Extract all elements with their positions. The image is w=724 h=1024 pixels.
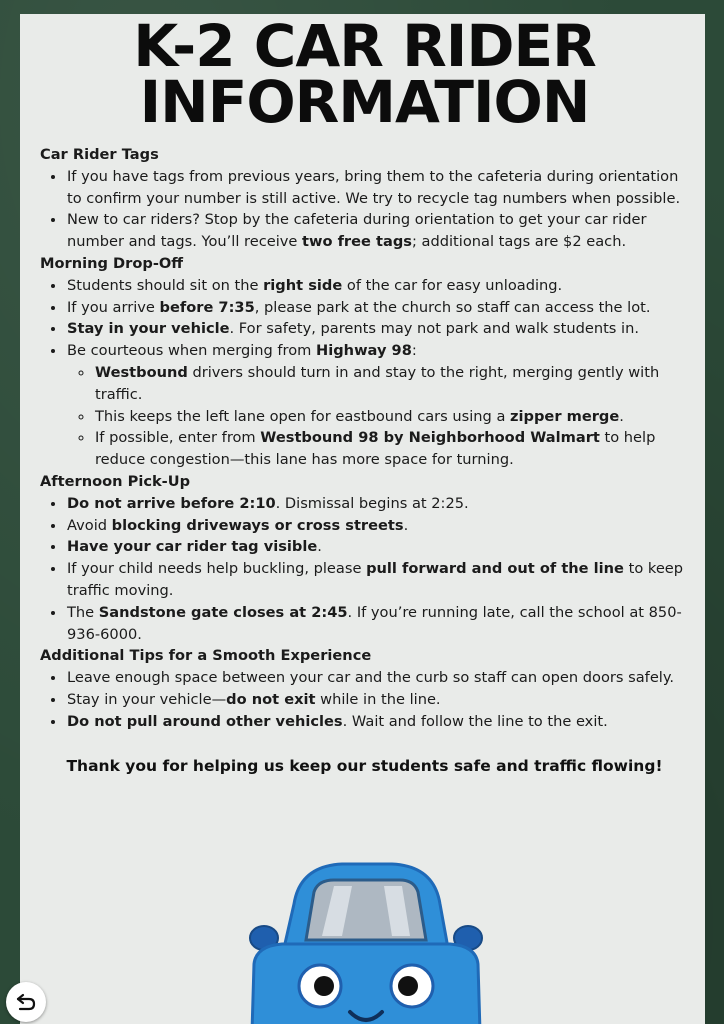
sub-list-item xyxy=(94,406,689,428)
section-heading: Additional Tips for a Smooth Experience xyxy=(40,647,372,665)
bold-text: Do not pull around other vehicles xyxy=(67,712,343,730)
text-fragment: drivers should turn in and stay to the right, merging gently with traffic. xyxy=(95,363,660,403)
text-fragment: Avoid xyxy=(67,516,112,534)
bullet-list xyxy=(40,166,689,253)
text-fragment: : xyxy=(411,342,417,360)
text-fragment: Stay in your vehicle— xyxy=(67,690,227,708)
page-title xyxy=(40,14,689,136)
bold-text: Do not arrive before 2:10 xyxy=(67,494,276,512)
bold-text: Have your car rider tag visible xyxy=(67,538,318,556)
text-fragment: while in the line. xyxy=(315,690,441,708)
sub-list-item xyxy=(94,427,689,471)
list-item xyxy=(66,711,689,733)
list-item xyxy=(66,166,689,210)
car-illustration-icon xyxy=(242,852,490,1024)
title-line-1: K-2 CAR RIDER xyxy=(133,14,596,80)
text-fragment: If you have tags from previous years, bring them to the cafeteria during orientation to confirm your number is still active. We try to recycle tag numbers when possible. xyxy=(67,167,681,207)
text-fragment: . Dismissal begins at 2:25. xyxy=(275,494,469,512)
sub-list-item xyxy=(94,362,689,406)
text-fragment: ; additional tags are $2 each. xyxy=(411,233,627,251)
bold-text: Highway 98 xyxy=(316,342,412,360)
text-fragment: If you arrive xyxy=(67,298,160,316)
bullet-list xyxy=(40,667,689,732)
list-item xyxy=(66,275,689,297)
section-heading: Afternoon Pick-Up xyxy=(40,472,191,490)
text-fragment: New to car riders? Stop by the cafeteria during orientation to get your car rider number and tags. You’ll receive xyxy=(67,211,647,251)
text-fragment: . xyxy=(619,407,624,425)
list-item xyxy=(66,493,689,515)
text-fragment: Students should sit on the xyxy=(67,276,264,294)
text-fragment: This keeps the left lane open for eastbound cars using a xyxy=(95,407,511,425)
bold-text: two free tags xyxy=(302,233,412,251)
bold-text: blocking driveways or cross streets xyxy=(111,516,404,534)
list-item xyxy=(66,602,689,646)
content-body xyxy=(40,144,689,733)
bullet-list xyxy=(40,275,689,471)
bold-text: Westbound xyxy=(95,363,188,381)
list-item xyxy=(66,536,689,558)
bold-text: Stay in your vehicle xyxy=(67,320,230,338)
section-heading: Car Rider Tags xyxy=(40,146,159,163)
list-item xyxy=(66,515,689,537)
text-fragment: . Wait and follow the line to the exit. xyxy=(342,712,608,730)
list-item xyxy=(66,318,689,340)
text-fragment: If your child needs help buckling, please xyxy=(67,560,367,578)
text-fragment: . For safety, parents may not park and walk students in. xyxy=(229,320,639,338)
bold-text: right side xyxy=(263,276,343,294)
list-item xyxy=(66,209,689,253)
text-fragment: . xyxy=(317,538,322,556)
text-fragment: to keep traffic moving. xyxy=(67,560,684,599)
thank-you-message: Thank you for helping us keep our students safe and traffic flowing! xyxy=(66,756,663,775)
title-line-2: INFORMATION xyxy=(139,68,590,136)
text-fragment: The xyxy=(67,603,99,621)
text-fragment: . xyxy=(403,516,409,534)
text-fragment: Leave enough space between your car and the curb so staff can open doors safely. xyxy=(67,669,675,687)
list-item xyxy=(66,689,689,711)
sub-bullet-list xyxy=(67,362,689,471)
list-item xyxy=(66,297,689,319)
bullet-list xyxy=(40,493,689,646)
info-sheet xyxy=(20,14,705,1024)
bold-text: zipper merge xyxy=(510,407,620,425)
bold-text: do not exit xyxy=(226,690,316,708)
bold-text: Sandstone gate closes at 2:45 xyxy=(98,603,348,621)
bold-text: Westbound 98 by Neighborhood Walmart xyxy=(260,429,600,447)
text-fragment: . If you’re running late, call the school at 850-936-6000. xyxy=(67,603,682,643)
bold-text: before 7:35 xyxy=(159,298,255,316)
text-fragment: If possible, enter from xyxy=(95,429,261,447)
bold-text: pull forward and out of the line xyxy=(366,560,624,578)
text-fragment: to help reduce congestion—this lane has more space for turning. xyxy=(95,429,656,469)
section-heading: Morning Drop-Off xyxy=(40,254,184,272)
undo-arrow-icon xyxy=(15,993,37,1011)
list-item xyxy=(66,340,689,471)
back-button[interactable] xyxy=(6,982,46,1022)
list-item xyxy=(66,558,689,602)
text-fragment: of the car for easy unloading. xyxy=(342,276,563,294)
list-item xyxy=(66,667,689,689)
text-fragment: , please park at the church so staff can access the lot. xyxy=(254,298,651,316)
text-fragment: Be courteous when merging from xyxy=(67,342,317,360)
